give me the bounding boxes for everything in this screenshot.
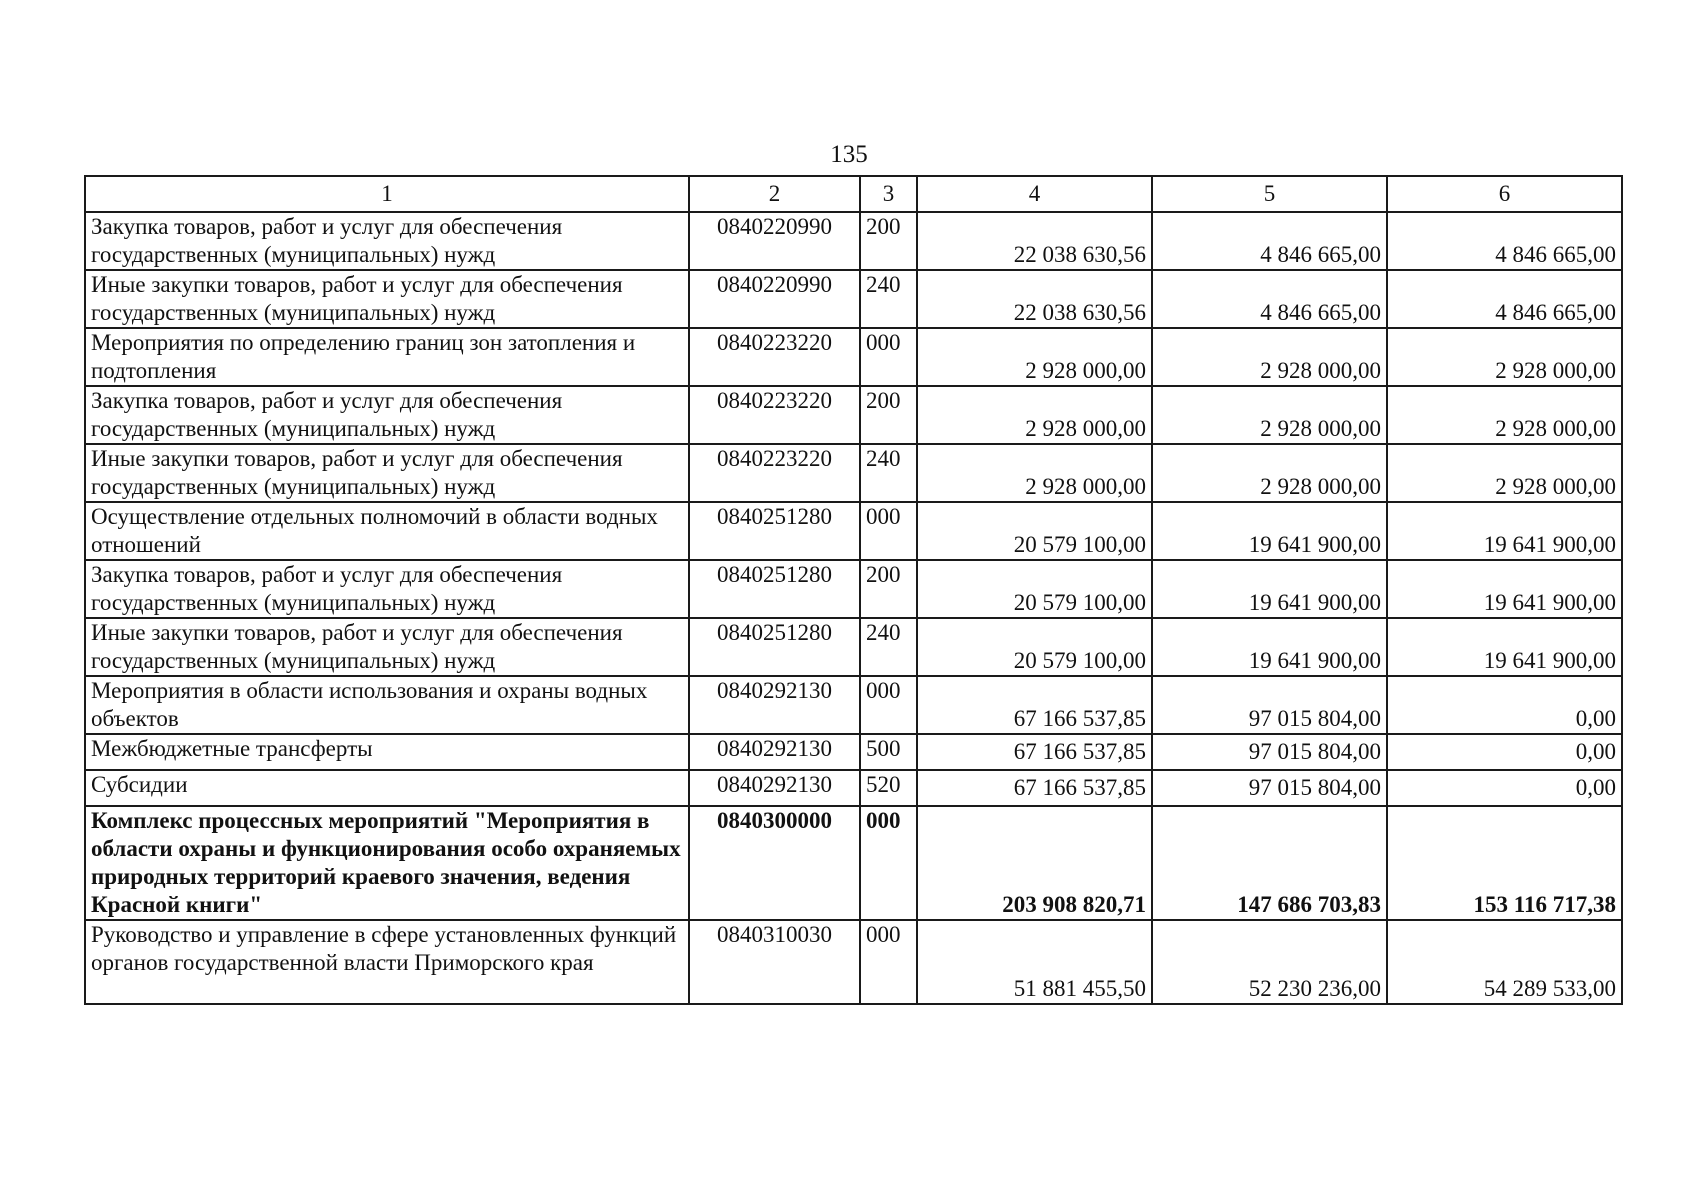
column-header: 5: [1152, 176, 1387, 212]
row-value-4: 20 579 100,00: [917, 560, 1152, 618]
table-row: [85, 386, 1622, 444]
row-code: 0840310030: [689, 920, 860, 1004]
row-value-4: 2 928 000,00: [917, 386, 1152, 444]
row-value-6: 0,00: [1387, 676, 1622, 734]
row-type: 520: [860, 770, 917, 806]
table-row: [85, 770, 1622, 806]
row-name: Осуществление отдельных полномочий в области водных отношений: [85, 502, 689, 560]
row-value-5: 97 015 804,00: [1152, 770, 1387, 806]
row-name: Межбюджетные трансферты: [85, 734, 689, 770]
table-row: [85, 270, 1622, 328]
row-value-5: 97 015 804,00: [1152, 734, 1387, 770]
budget-table: [84, 175, 1623, 1005]
row-value-5: 147 686 703,83: [1152, 806, 1387, 920]
row-value-6: 2 928 000,00: [1387, 328, 1622, 386]
row-value-5: 97 015 804,00: [1152, 676, 1387, 734]
row-value-4: 67 166 537,85: [917, 676, 1152, 734]
row-code: 0840251280: [689, 502, 860, 560]
row-value-6: 4 846 665,00: [1387, 212, 1622, 270]
row-code: 0840223220: [689, 444, 860, 502]
row-code: 0840220990: [689, 212, 860, 270]
table-row: [85, 444, 1622, 502]
row-value-6: 19 641 900,00: [1387, 618, 1622, 676]
row-type: 240: [860, 270, 917, 328]
row-code: 0840223220: [689, 386, 860, 444]
row-name: Комплекс процессных мероприятий "Мероприятия в области охраны и функционирования особо охраняемых природных территорий краевого значения, ведения Красной книги": [85, 806, 689, 920]
row-code: 0840292130: [689, 676, 860, 734]
row-name: Иные закупки товаров, работ и услуг для обеспечения государственных (муниципальных) нужд: [85, 444, 689, 502]
column-header: 6: [1387, 176, 1622, 212]
row-value-4: 22 038 630,56: [917, 212, 1152, 270]
row-value-5: 4 846 665,00: [1152, 212, 1387, 270]
row-type: 200: [860, 212, 917, 270]
row-name: Иные закупки товаров, работ и услуг для обеспечения государственных (муниципальных) нужд: [85, 270, 689, 328]
table-row: [85, 502, 1622, 560]
row-value-6: 2 928 000,00: [1387, 444, 1622, 502]
row-value-6: 19 641 900,00: [1387, 502, 1622, 560]
row-code: 0840292130: [689, 734, 860, 770]
row-value-5: 4 846 665,00: [1152, 270, 1387, 328]
column-header: 2: [689, 176, 860, 212]
row-name: Руководство и управление в сфере установленных функций органов государственной власти Приморского края: [85, 920, 689, 1004]
table-row: [85, 328, 1622, 386]
row-name: Закупка товаров, работ и услуг для обеспечения государственных (муниципальных) нужд: [85, 560, 689, 618]
row-type: 200: [860, 386, 917, 444]
row-type: 000: [860, 676, 917, 734]
row-value-5: 19 641 900,00: [1152, 560, 1387, 618]
row-type: 500: [860, 734, 917, 770]
row-type: 240: [860, 444, 917, 502]
page-number: 135: [830, 141, 868, 168]
row-value-4: 20 579 100,00: [917, 618, 1152, 676]
row-code: 0840251280: [689, 618, 860, 676]
row-name: Иные закупки товаров, работ и услуг для обеспечения государственных (муниципальных) нужд: [85, 618, 689, 676]
row-value-6: 19 641 900,00: [1387, 560, 1622, 618]
column-header: 1: [85, 176, 689, 212]
row-value-4: 2 928 000,00: [917, 328, 1152, 386]
row-value-5: 19 641 900,00: [1152, 502, 1387, 560]
column-header: 3: [860, 176, 917, 212]
row-value-5: 52 230 236,00: [1152, 920, 1387, 1004]
row-code: 0840251280: [689, 560, 860, 618]
row-value-5: 19 641 900,00: [1152, 618, 1387, 676]
row-value-4: 51 881 455,50: [917, 920, 1152, 1004]
row-type: 000: [860, 502, 917, 560]
table-row: [85, 920, 1622, 1004]
row-name: Закупка товаров, работ и услуг для обеспечения государственных (муниципальных) нужд: [85, 212, 689, 270]
table-row: [85, 676, 1622, 734]
row-type: 240: [860, 618, 917, 676]
row-type: 000: [860, 920, 917, 1004]
row-type: 000: [860, 328, 917, 386]
row-value-6: 0,00: [1387, 734, 1622, 770]
table-row: [85, 734, 1622, 770]
row-value-4: 67 166 537,85: [917, 734, 1152, 770]
row-name: Мероприятия по определению границ зон затопления и подтопления: [85, 328, 689, 386]
row-type: 200: [860, 560, 917, 618]
row-value-4: 203 908 820,71: [917, 806, 1152, 920]
row-value-6: 153 116 717,38: [1387, 806, 1622, 920]
row-value-4: 2 928 000,00: [917, 444, 1152, 502]
row-value-4: 67 166 537,85: [917, 770, 1152, 806]
row-value-6: 54 289 533,00: [1387, 920, 1622, 1004]
row-value-6: 2 928 000,00: [1387, 386, 1622, 444]
column-header: 4: [917, 176, 1152, 212]
row-value-5: 2 928 000,00: [1152, 328, 1387, 386]
table-row: [85, 618, 1622, 676]
table-header-row: [85, 176, 1622, 212]
row-value-6: 4 846 665,00: [1387, 270, 1622, 328]
table-row: [85, 806, 1622, 920]
row-code: 0840223220: [689, 328, 860, 386]
row-value-6: 0,00: [1387, 770, 1622, 806]
table-row: [85, 560, 1622, 618]
row-code: 0840220990: [689, 270, 860, 328]
table-row: [85, 212, 1622, 270]
row-code: 0840292130: [689, 770, 860, 806]
row-name: Закупка товаров, работ и услуг для обеспечения государственных (муниципальных) нужд: [85, 386, 689, 444]
row-value-5: 2 928 000,00: [1152, 444, 1387, 502]
row-value-5: 2 928 000,00: [1152, 386, 1387, 444]
row-type: 000: [860, 806, 917, 920]
row-value-4: 20 579 100,00: [917, 502, 1152, 560]
row-name: Субсидии: [85, 770, 689, 806]
row-value-4: 22 038 630,56: [917, 270, 1152, 328]
row-code: 0840300000: [689, 806, 860, 920]
row-name: Мероприятия в области использования и охраны водных объектов: [85, 676, 689, 734]
